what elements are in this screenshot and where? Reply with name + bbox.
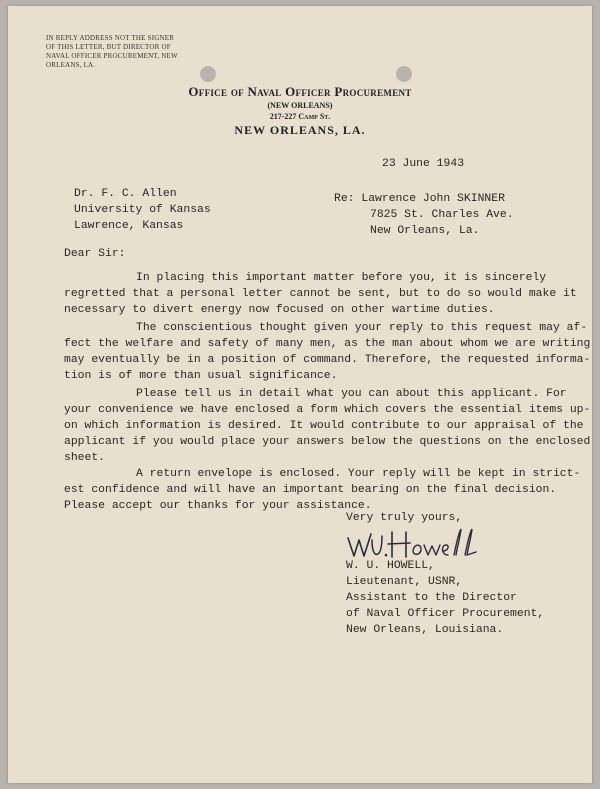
paragraph-line: Please tell us in detail what you can about this applicant. For xyxy=(136,388,567,400)
recipient-line: Lawrence, Kansas xyxy=(74,220,184,232)
recipient-line: University of Kansas xyxy=(74,204,211,216)
letterhead-subtitle: (NEW ORLEANS) xyxy=(267,101,333,110)
reply-instruction-note xyxy=(46,34,178,70)
signer-line: New Orleans, Louisiana. xyxy=(346,624,504,636)
paragraph-line: your convenience we have enclosed a form which covers the essential items up- xyxy=(64,404,591,416)
reply-note-line: ORLEANS, LA. xyxy=(46,61,96,69)
paragraph-4 xyxy=(64,466,581,514)
paragraph-line: necessary to divert energy now focused on other wartime duties. xyxy=(64,304,495,316)
handwritten-signature xyxy=(344,526,494,562)
recipient-address xyxy=(74,186,211,234)
signer-line: of Naval Officer Procurement, xyxy=(346,608,545,620)
paragraph-line: Please accept our thanks for your assistance. xyxy=(64,500,372,512)
reply-note-line: IN REPLY ADDRESS NOT THE SIGNER xyxy=(46,34,175,42)
punch-hole-right xyxy=(396,66,412,82)
letterhead xyxy=(150,84,450,138)
paragraph-line: In placing this important matter before you, it is sincerely xyxy=(136,272,547,284)
reply-note-line: OF THIS LETTER, BUT DIRECTOR OF xyxy=(46,43,171,51)
reply-note-line: NAVAL OFFICER PROCUREMENT, NEW xyxy=(46,52,178,60)
paragraph-line: sheet. xyxy=(64,452,106,464)
paragraph-line: may eventually be in a position of command. Therefore, the requested informa- xyxy=(64,354,591,366)
re-label: Re: xyxy=(334,193,355,205)
signer-line: Assistant to the Director xyxy=(346,592,517,604)
salutation: Dear Sir: xyxy=(64,248,126,260)
closing: Very truly yours, xyxy=(346,512,463,524)
re-name: Lawrence John SKINNER xyxy=(361,193,505,205)
paragraph-3 xyxy=(64,386,591,466)
recipient-line: Dr. F. C. Allen xyxy=(74,188,177,200)
paragraph-line: tion is of more than usual significance. xyxy=(64,370,338,382)
letterhead-city: NEW ORLEANS, LA. xyxy=(234,123,366,137)
signer-line: Lieutenant, USNR, xyxy=(346,576,463,588)
subject-reference xyxy=(334,191,514,239)
letterhead-office: Office of Naval Officer Procurement xyxy=(188,84,412,99)
paragraph-line: on which information is desired. It would contribute to our appraisal of the xyxy=(64,420,584,432)
letter-date: 23 June 1943 xyxy=(382,158,465,170)
paragraph-line: The conscientious thought given your reply to this request may af- xyxy=(136,322,588,334)
paragraph-line: applicant if you would place your answers below the questions on the enclosed xyxy=(64,436,591,448)
paragraph-line: est confidence and will have an important bearing on the final decision. xyxy=(64,484,557,496)
paragraph-line: fect the welfare and safety of many men, as the man about whom we are writing xyxy=(64,338,591,350)
letterhead-street: 217-227 Camp St. xyxy=(269,112,331,121)
signer-line: W. U. HOWELL, xyxy=(346,560,435,572)
paragraph-line: A return envelope is enclosed. Your reply will be kept in strict- xyxy=(136,468,581,480)
re-street: 7825 St. Charles Ave. xyxy=(370,209,514,221)
paragraph-1 xyxy=(64,270,577,318)
punch-hole-left xyxy=(200,66,216,82)
paragraph-line: regretted that a personal letter cannot be sent, but to do so would make it xyxy=(64,288,577,300)
signer-block xyxy=(346,558,544,638)
re-city: New Orleans, La. xyxy=(370,225,480,237)
paragraph-2 xyxy=(64,320,591,384)
